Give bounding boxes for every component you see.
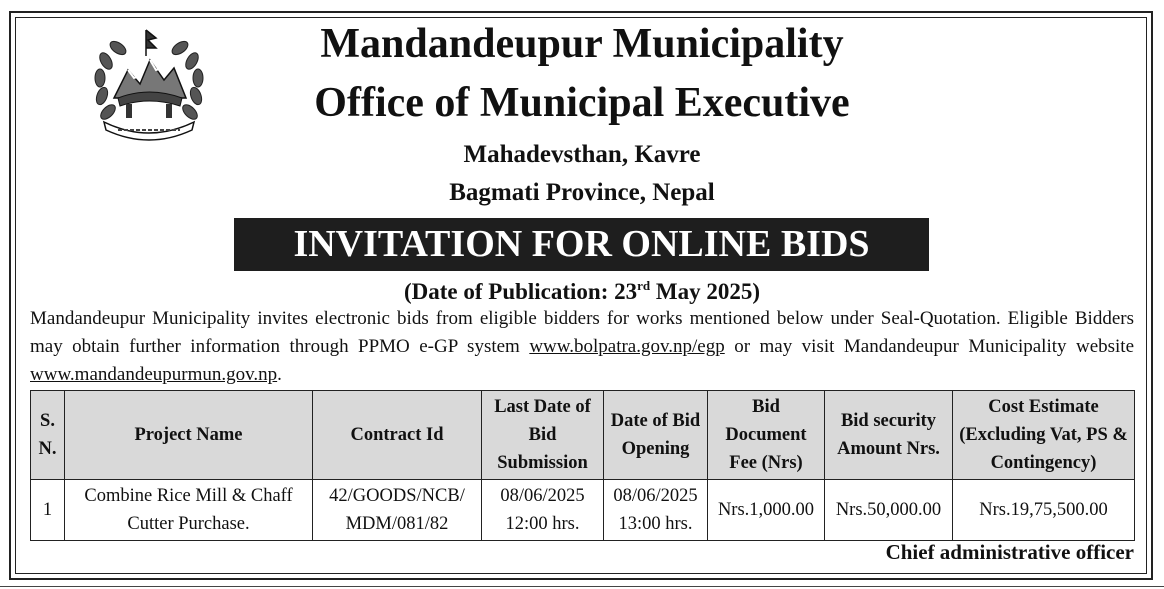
cell-last-date: 08/06/2025 12:00 hrs. (482, 480, 604, 541)
office-name: Office of Municipal Executive (314, 80, 850, 126)
address-line-1: Mahadevsthan, Kavre (463, 141, 701, 168)
header-opening-date: Date of Bid Opening (604, 391, 708, 480)
bids-table (30, 390, 1135, 541)
header-sn: S. N. (31, 391, 65, 480)
header-project-name: Project Name (65, 391, 313, 480)
intro-text-2: or may visit Mandandeupur Municipality website (724, 336, 1135, 357)
cell-security: Nrs.50,000.00 (825, 480, 953, 541)
table-row (31, 480, 1135, 541)
notice-title-banner: INVITATION FOR ONLINE BIDS (234, 218, 929, 271)
header-estimate: Cost Estimate (Excluding Vat, PS & Contingency) (953, 391, 1135, 480)
address-line-2: Bagmati Province, Nepal (449, 179, 715, 206)
intro-paragraph (30, 305, 1134, 389)
publication-date-ordinal: rd (637, 278, 651, 293)
cell-doc-fee: Nrs.1,000.00 (708, 480, 825, 541)
header-last-date: Last Date of Bid Submission (482, 391, 604, 480)
signatory-title: Chief administrative officer (885, 540, 1134, 564)
table-header-row (31, 391, 1135, 480)
cell-project-name: Combine Rice Mill & Chaff Cutter Purchase. (65, 480, 313, 541)
cell-estimate: Nrs.19,75,500.00 (953, 480, 1135, 541)
header-doc-fee: Bid Document Fee (Nrs) (708, 391, 825, 480)
cell-opening-date: 08/06/2025 13:00 hrs. (604, 480, 708, 541)
header-security: Bid security Amount Nrs. (825, 391, 953, 480)
intro-text-1: Mandandeupur Municipality invites electronic bids from eligible bidders for works mentioned below under Seal-Quotation. Eligible Bidders may obtain further information through PPMO e-GP system (30, 308, 1134, 357)
intro-text-3: . (277, 364, 282, 385)
municipality-name: Mandandeupur Municipality (320, 21, 844, 67)
cell-contract-id: 42/GOODS/NCB/ MDM/081/82 (313, 480, 482, 541)
header-contract-id: Contract Id (313, 391, 482, 480)
publication-date-prefix: (Date of Publication: 23 (403, 279, 638, 304)
publication-date-suffix: May 2025) (650, 279, 761, 304)
bottom-divider (0, 586, 1164, 587)
cell-sn: 1 (31, 480, 65, 541)
bolpatra-link[interactable]: www.bolpatra.gov.np/egp (529, 336, 725, 357)
municipality-website-link[interactable]: www.mandandeupurmun.gov.np (30, 364, 278, 385)
publication-date (0, 278, 1164, 305)
